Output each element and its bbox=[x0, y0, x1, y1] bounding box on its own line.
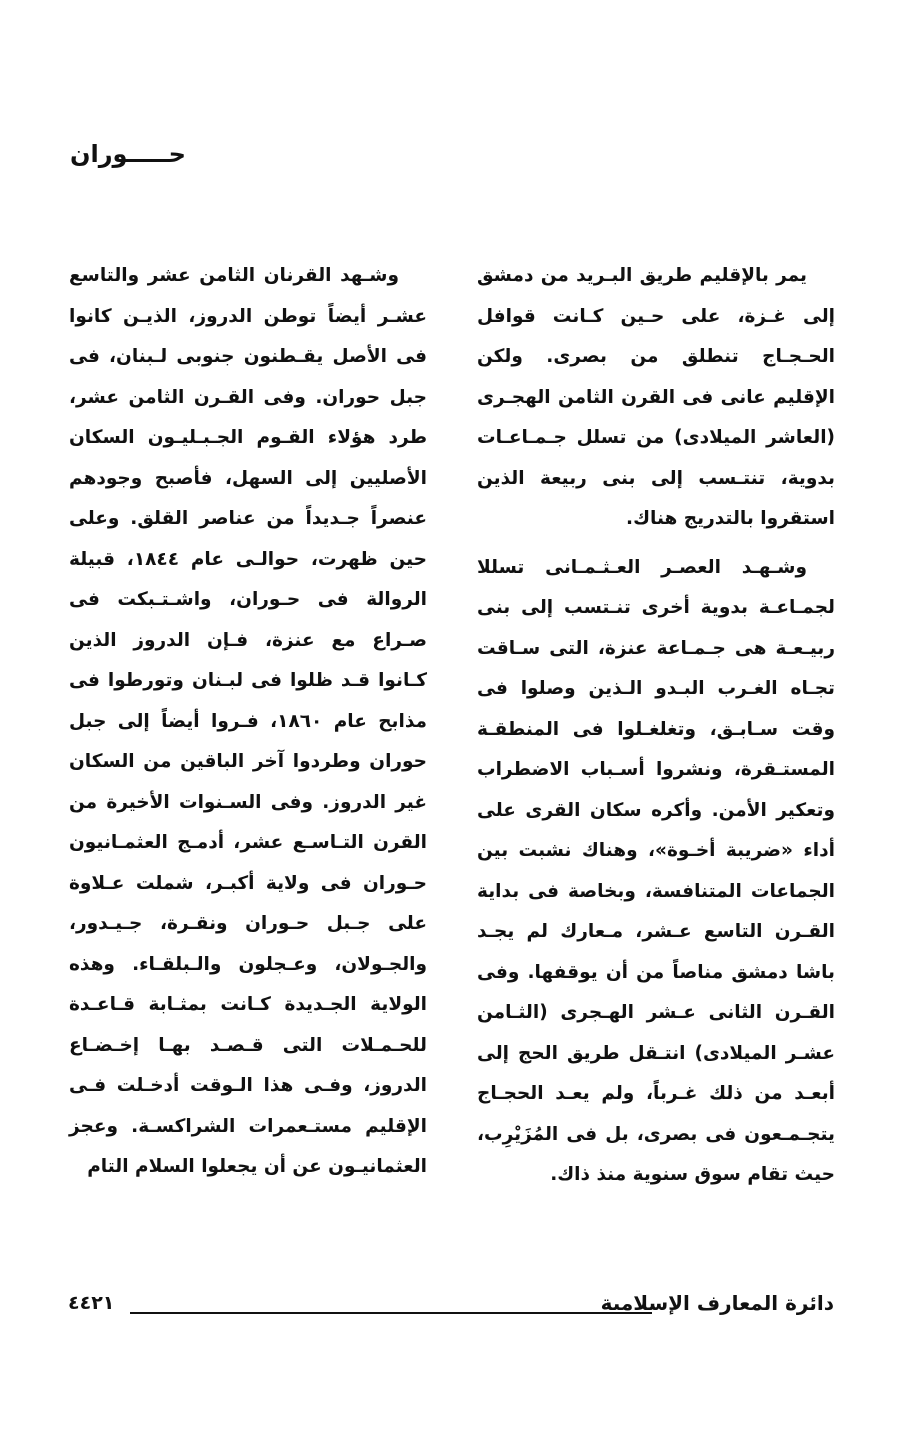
text-column-left bbox=[69, 256, 427, 1188]
paragraph: يمر بالإقليم طريق البـريد من دمشق إلى غـزة، على حـين كـانت قوافل الحـجـاج تنطلق من بصرى. ولكن الإقليم عانى فى القرن الثامن الهجـرى (العاشر الميلادى) من تسلل جـمـاعـات بدوية، تنتـسب إلى بنى ربيعة الذين استقروا بالتدريج هناك. bbox=[477, 265, 835, 529]
paragraph: وشـهـد العصـر العـثـمـانى تسللا لجمـاعـة بدوية أخرى تنـتسب إلى بنى ربيـعـة هى جـمـاعة عنزة، التى سـاقت تجـاه الغـرب البـدو الـذين وصلوا فى وقت سـابـق، وتغلغـلوا فى المنطقـة المستـقرة، ونشروا أسـباب الاضطراب وتعكير الأمن. وأكره سكان القرى على أداء «ضريبة أخـوة»، وهناك نشبت بين الجماعات المتنافسة، وبخاصة فى بداية القـرن التاسع عـشر، مـعارك لم يجـد باشا دمشق مناصاً من أن يوقفها. وفى القـرن الثانى عـشر الهـجرى (الثـامن عشـر الميلادى) انتـقل طريق الحج إلى أبعـد من ذلك غـرباً، ولم يعـد الحجـاج يتجـمـعون فى بصرى، بل فى المُزَيْرِب، حيث تقام سوق سنوية منذ ذاك. bbox=[477, 556, 835, 1185]
paragraph: وشـهد القرنان الثامن عشر والتاسع عشـر أيضاً توطن الدروز، الذيـن كانوا فى الأصل يقـطنون جنوبى لـبنان، فى جبل حوران. وفى القـرن الثامن عشر، طرد هؤلاء القـوم الجـبـليـون السكان الأصليين إلى السهل، فأصبح وجودهم عنصراً جـديداً من عناصر القلق. وعلى حين ظهرت، حوالـى عام ١٨٤٤، قبيلة الروالة فى حـوران، واشـتـبكت فى صـراع مع عنزة، فـإن الدروز الذين كـانوا قـد ظلوا فى لبـنان وتورطوا فى مذابح عام ١٨٦٠، فـروا أيضاً إلى جبل حوران وطردوا آخر الباقين من السكان غير الدروز. وفى السـنوات الأخيرة من القرن التـاسـع عشر، أدمـج العثمـانيون حـوران فى ولاية أكبـر، شملت عـلاوة على جـبل حـوران ونقـرة، جـيـدور، والجـولان، وعـجلون والـبلقـاء. وهذه الولاية الجـديدة كـانت بمثـابة قـاعـدة للحـمـلات التى قـصـد بهـا إخـضـاع الدروز، وفـى هذا الـوقت أدخـلت فـى الإقليم مستـعمرات الشراكسـة. وعجز العثمانيـون عن أن يجعلوا السلام التام bbox=[69, 265, 427, 1177]
publication-title: دائرة المعارف الإسلامية bbox=[600, 1291, 834, 1315]
text-column-right bbox=[477, 256, 835, 1196]
footer-rule bbox=[130, 1312, 652, 1314]
page-number: ٤٤٢١ bbox=[68, 1292, 115, 1314]
running-head: حـــــوران bbox=[70, 140, 186, 168]
page-footer bbox=[68, 1291, 834, 1327]
